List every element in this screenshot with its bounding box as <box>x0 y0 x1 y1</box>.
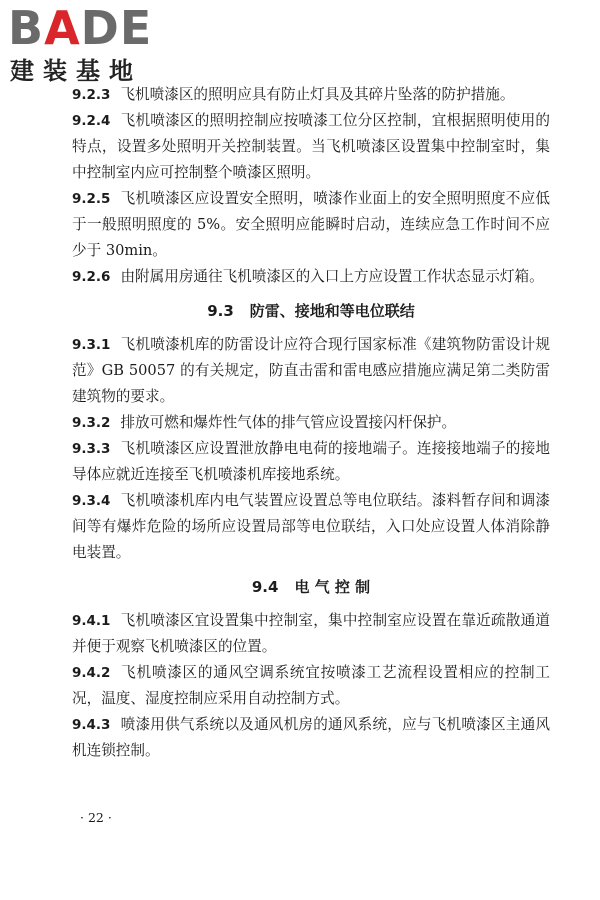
clause-number: 9.4.3 <box>72 717 111 733</box>
clause-text: 飞机喷漆区的照明控制应按喷漆工位分区控制，宜根据照明使用的特点，设置多处照明开关控制装置。当飞机喷漆区设置集中控制室时，集中控制室内应可控制整个喷漆区照明。 <box>72 112 550 181</box>
section-title: 防雷、接地和等电位联结 <box>249 302 415 320</box>
clause-text: 飞机喷漆区宜设置集中控制室，集中控制室应设置在靠近疏散通道并便于观察飞机喷漆区的位置。 <box>72 612 550 655</box>
clause-text: 飞机喷漆机库内电气装置应设置总等电位联结。漆料暂存间和调漆间等有爆炸危险的场所应设置局部等电位联结，入口处应设置人体消除静电装置。 <box>72 492 550 561</box>
logo-subtitle: 建装基地 <box>10 57 142 85</box>
clause-text: 飞机喷漆区应设置泄放静电电荷的接地端子。连接接地端子的接地导体应就近连接至飞机喷漆机库接地系统。 <box>72 440 550 483</box>
clause-9-3-2 <box>72 410 550 436</box>
clause-9-3-1 <box>72 332 550 410</box>
clause-text: 由附属用房通往飞机喷漆区的入口上方应设置工作状态显示灯箱。 <box>120 268 544 285</box>
logo-letters-de: DE <box>80 1 153 55</box>
clause-9-3-3 <box>72 436 550 488</box>
clause-text: 排放可燃和爆炸性气体的排气管应设置接闪杆保护。 <box>120 414 457 431</box>
clause-9-4-3 <box>72 712 550 764</box>
logo-letter-b: B <box>8 1 45 55</box>
logo-wordmark <box>8 1 153 55</box>
page-number: · 22 · <box>80 810 112 825</box>
bade-logo <box>8 1 178 86</box>
logo-letter-a: A <box>44 1 81 55</box>
document-body <box>72 82 550 764</box>
section-number: 9.3 <box>207 302 234 320</box>
clause-text: 飞机喷漆区的通风空调系统宜按喷漆工艺流程设置相应的控制工况，温度、湿度控制应采用自动控制方式。 <box>72 664 550 707</box>
clause-number: 9.2.5 <box>72 191 111 207</box>
section-number: 9.4 <box>251 578 279 596</box>
section-heading-9-4 <box>72 574 550 600</box>
clause-number: 9.4.2 <box>72 665 111 681</box>
clause-number: 9.3.3 <box>72 441 111 457</box>
clause-9-2-5 <box>72 186 550 264</box>
clause-9-3-4 <box>72 488 550 566</box>
clause-text: 飞机喷漆机库的防雷设计应符合现行国家标准《建筑物防雷设计规范》GB 50057 的有关规定，防直击雷和雷电感应措施应满足第二类防雷建筑物的要求。 <box>72 336 550 405</box>
clause-number: 9.3.1 <box>72 337 111 353</box>
clause-number: 9.2.3 <box>72 87 111 103</box>
clause-text: 飞机喷漆区应设置安全照明，喷漆作业面上的安全照明照度不应低于一般照明照度的 5%。安全照明应能瞬时启动，连续应急工作时间不应少于 30min。 <box>72 190 550 259</box>
clause-9-2-6 <box>72 264 550 290</box>
section-heading-9-3 <box>72 298 550 324</box>
clause-number: 9.3.4 <box>72 493 111 509</box>
clause-number: 9.2.6 <box>72 269 111 285</box>
clause-number: 9.2.4 <box>72 113 111 129</box>
clause-text: 喷漆用供气系统以及通风机房的通风系统，应与飞机喷漆区主通风机连锁控制。 <box>72 716 550 759</box>
clause-9-4-1 <box>72 608 550 660</box>
clause-text: 飞机喷漆区的照明应具有防止灯具及其碎片坠落的防护措施。 <box>120 86 515 103</box>
clause-9-4-2 <box>72 660 550 712</box>
clause-9-2-3 <box>72 82 550 108</box>
clause-number: 9.3.2 <box>72 415 111 431</box>
section-title: 电 气 控 制 <box>294 578 371 596</box>
clause-9-2-4 <box>72 108 550 186</box>
clause-number: 9.4.1 <box>72 613 111 629</box>
